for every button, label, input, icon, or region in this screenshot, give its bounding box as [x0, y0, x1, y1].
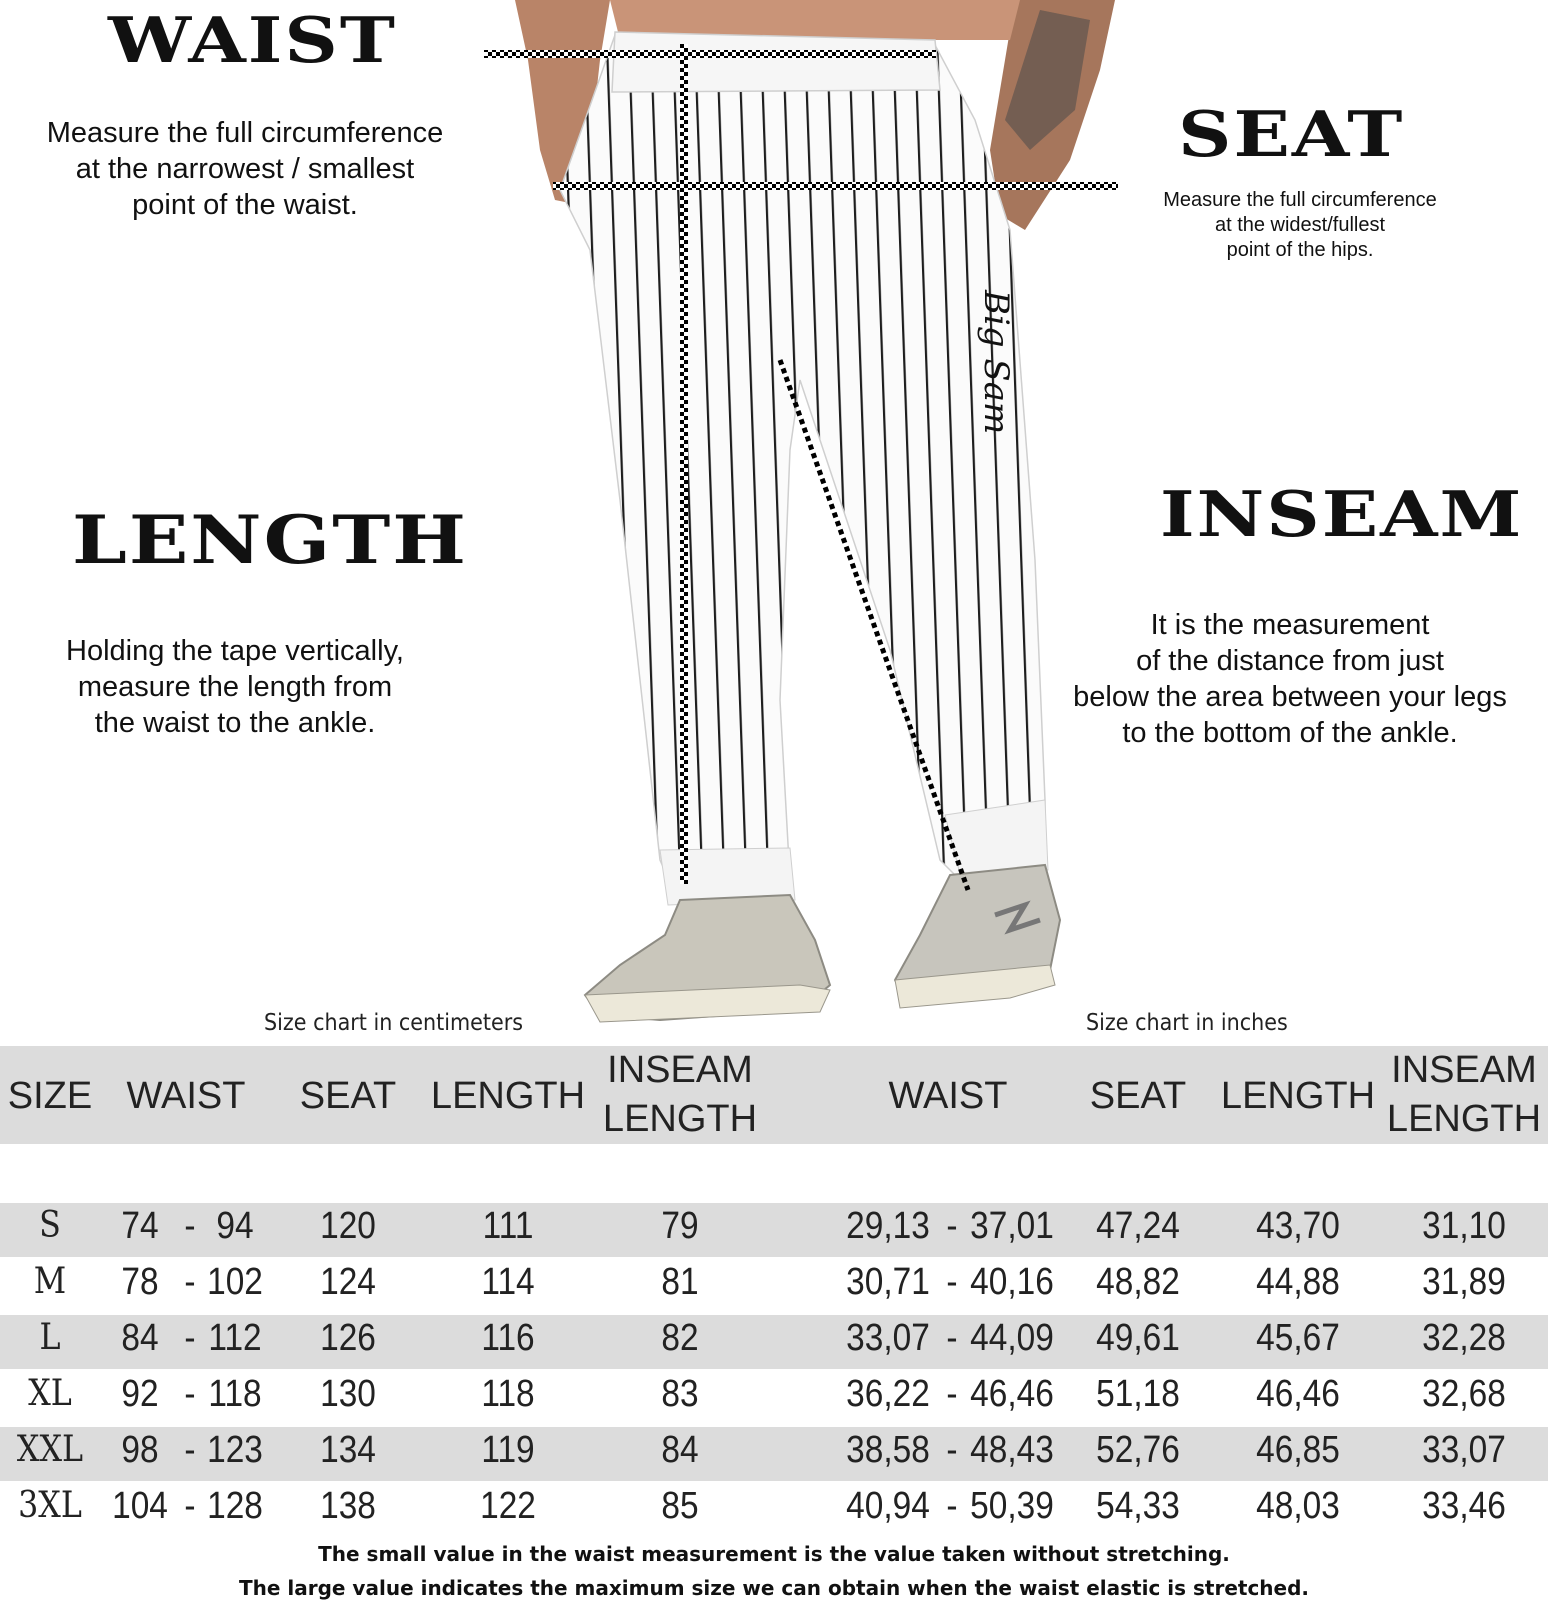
- range-separator: -: [184, 1373, 196, 1415]
- table-cell-in-length: 46,85: [1256, 1429, 1340, 1471]
- inseam-desc-line: of the distance from just: [1136, 644, 1444, 677]
- header-in-inseam-line: INSEAM: [1391, 1049, 1537, 1091]
- table-cell-in-inseam: 32,28: [1422, 1317, 1506, 1359]
- range-separator: -: [184, 1261, 196, 1303]
- header-in-inseam-line: LENGTH: [1386, 1098, 1542, 1141]
- range-separator: -: [946, 1205, 958, 1247]
- range-separator: -: [184, 1429, 196, 1471]
- waist-desc-line: point of the waist.: [132, 188, 358, 221]
- table-cell-cm-length: 118: [481, 1373, 535, 1415]
- waist-desc-line: Measure the full circumference: [46, 117, 444, 149]
- range-separator: -: [946, 1373, 958, 1415]
- seat-description: [1120, 188, 1480, 262]
- cm-chart-caption: Size chart in centimeters: [264, 1010, 524, 1036]
- header-cm-length: LENGTH: [430, 1075, 586, 1117]
- range-separator: -: [184, 1205, 196, 1247]
- header-cm-seat: SEAT: [299, 1075, 397, 1117]
- table-cell-in-waist-min: 30,71: [846, 1261, 930, 1303]
- table-cell-in-length: 43,70: [1256, 1205, 1340, 1247]
- table-cell-in-waist-min: 36,22: [846, 1373, 930, 1415]
- header-in-inseam-length: [1387, 1046, 1541, 1145]
- table-cell-in-seat: 52,76: [1096, 1429, 1180, 1471]
- seat-desc-line: Measure the full circumference: [1163, 189, 1437, 211]
- pants-figure: [470, 0, 1130, 1030]
- table-cell-cm-inseam: 82: [661, 1317, 699, 1359]
- seat-desc-line: at the widest/fullest: [1214, 213, 1386, 236]
- seat-desc-line: point of the hips.: [1226, 238, 1374, 261]
- table-cell-cm-waist-min: 104: [112, 1485, 168, 1527]
- table-cell-cm-waist-min: 74: [121, 1205, 159, 1247]
- header-cm-inseam-line: INSEAM: [607, 1049, 753, 1091]
- table-cell-cm-inseam: 79: [661, 1205, 699, 1247]
- waist-measure-line: [484, 50, 936, 58]
- table-cell-in-length: 46,46: [1256, 1373, 1340, 1415]
- length-description: [20, 634, 450, 742]
- table-cell-cm-length: 111: [482, 1205, 534, 1247]
- header-in-seat: SEAT: [1089, 1075, 1187, 1117]
- waistband: [612, 32, 940, 92]
- table-cell-in-waist-max: 48,43: [970, 1429, 1054, 1471]
- table-cell-size: M: [33, 1261, 67, 1302]
- waist-note-unstretched: The small value in the waist measurement is the value taken without stretching.: [318, 1542, 1230, 1566]
- table-cell-cm-seat: 134: [320, 1429, 376, 1471]
- table-cell-in-waist-max: 44,09: [970, 1317, 1054, 1359]
- table-cell-size: XXL: [16, 1429, 84, 1470]
- table-cell-in-inseam: 33,07: [1422, 1429, 1506, 1471]
- table-cell-in-inseam: 33,46: [1422, 1485, 1506, 1527]
- length-title: LENGTH: [72, 502, 468, 580]
- table-cell-cm-seat: 130: [320, 1373, 376, 1415]
- table-cell-cm-length: 119: [481, 1429, 535, 1471]
- range-separator: -: [946, 1261, 958, 1303]
- table-cell-size: 3XL: [18, 1485, 82, 1526]
- length-desc-line: measure the length from: [77, 670, 393, 703]
- table-cell-cm-inseam: 84: [661, 1429, 699, 1471]
- waist-title: WAIST: [108, 4, 397, 78]
- table-cell-in-inseam: 31,10: [1422, 1205, 1506, 1247]
- table-cell-cm-inseam: 85: [661, 1485, 699, 1527]
- table-cell-cm-inseam: 81: [661, 1261, 699, 1303]
- length-desc-line: the waist to the ankle.: [94, 706, 376, 739]
- table-cell-cm-seat: 124: [320, 1261, 376, 1303]
- inseam-desc-line: It is the measurement: [1150, 609, 1430, 641]
- table-cell-in-inseam: 32,68: [1422, 1373, 1506, 1415]
- header-in-waist: WAIST: [888, 1075, 1008, 1117]
- range-separator: -: [184, 1485, 196, 1527]
- seat-title: SEAT: [1178, 98, 1405, 172]
- table-cell-in-seat: 47,24: [1096, 1205, 1180, 1247]
- table-cell-cm-waist-max: 123: [207, 1429, 263, 1471]
- table-cell-in-length: 48,03: [1256, 1485, 1340, 1527]
- table-cell-in-waist-max: 46,46: [970, 1373, 1054, 1415]
- header-cm-waist: WAIST: [126, 1075, 246, 1117]
- length-desc-line: Holding the tape vertically,: [66, 635, 404, 667]
- inseam-title: INSEAM: [1160, 478, 1524, 552]
- table-cell-cm-inseam: 83: [661, 1373, 699, 1415]
- table-cell-cm-waist-min: 78: [121, 1261, 159, 1303]
- table-cell-cm-length: 116: [481, 1317, 535, 1359]
- length-measure-line: [680, 44, 688, 884]
- table-cell-in-seat: 54,33: [1096, 1485, 1180, 1527]
- table-cell-cm-length: 114: [481, 1261, 535, 1303]
- table-cell-in-seat: 48,82: [1096, 1261, 1180, 1303]
- table-cell-size: XL: [28, 1373, 72, 1414]
- table-cell-cm-seat: 138: [320, 1485, 376, 1527]
- table-cell-cm-waist-max: 94: [216, 1205, 254, 1247]
- table-cell-in-waist-min: 40,94: [846, 1485, 930, 1527]
- table-cell-in-length: 45,67: [1256, 1317, 1340, 1359]
- table-cell-cm-seat: 120: [320, 1205, 376, 1247]
- waist-description: [10, 116, 480, 224]
- header-cm-inseam-line: LENGTH: [602, 1098, 758, 1141]
- range-separator: -: [946, 1317, 958, 1359]
- header-in-length: LENGTH: [1220, 1075, 1376, 1117]
- table-cell-in-waist-max: 37,01: [970, 1205, 1054, 1247]
- pants: [560, 35, 1045, 905]
- table-cell-size: L: [39, 1317, 61, 1358]
- brand-mark: Big Sam: [976, 290, 1016, 435]
- table-cell-in-waist-min: 38,58: [846, 1429, 930, 1471]
- table-cell-in-waist-min: 33,07: [846, 1317, 930, 1359]
- table-cell-cm-waist-max: 102: [207, 1261, 263, 1303]
- table-cell-cm-waist-min: 92: [121, 1373, 159, 1415]
- table-cell-cm-waist-max: 112: [208, 1317, 262, 1359]
- waist-desc-line: at the narrowest / smallest: [75, 152, 415, 185]
- table-cell-in-waist-max: 40,16: [970, 1261, 1054, 1303]
- table-cell-in-seat: 51,18: [1096, 1373, 1180, 1415]
- table-cell-in-waist-min: 29,13: [846, 1205, 930, 1247]
- inseam-desc-line: to the bottom of the ankle.: [1122, 716, 1458, 749]
- table-cell-cm-waist-min: 98: [121, 1429, 159, 1471]
- range-separator: -: [946, 1429, 958, 1471]
- seat-measure-line: [553, 182, 1118, 190]
- table-cell-in-waist-max: 50,39: [970, 1485, 1054, 1527]
- inseam-desc-line: below the area between your legs: [1073, 680, 1507, 713]
- table-cell-cm-waist-max: 118: [208, 1373, 262, 1415]
- header-cm-inseam-length: [603, 1046, 757, 1145]
- header-size: SIZE: [7, 1075, 93, 1117]
- table-cell-in-inseam: 31,89: [1422, 1261, 1506, 1303]
- table-cell-cm-waist-min: 84: [121, 1317, 159, 1359]
- table-cell-in-length: 44,88: [1256, 1261, 1340, 1303]
- table-cell-cm-waist-max: 128: [207, 1485, 263, 1527]
- table-cell-size: S: [39, 1205, 61, 1246]
- inch-chart-caption: Size chart in inches: [1086, 1010, 1288, 1036]
- range-separator: -: [946, 1485, 958, 1527]
- table-cell-cm-length: 122: [480, 1485, 536, 1527]
- table-cell-cm-seat: 126: [320, 1317, 376, 1359]
- waist-note-stretched: The large value indicates the maximum size we can obtain when the waist elastic is stretched.: [238, 1576, 1310, 1600]
- table-cell-in-seat: 49,61: [1096, 1317, 1180, 1359]
- range-separator: -: [184, 1317, 196, 1359]
